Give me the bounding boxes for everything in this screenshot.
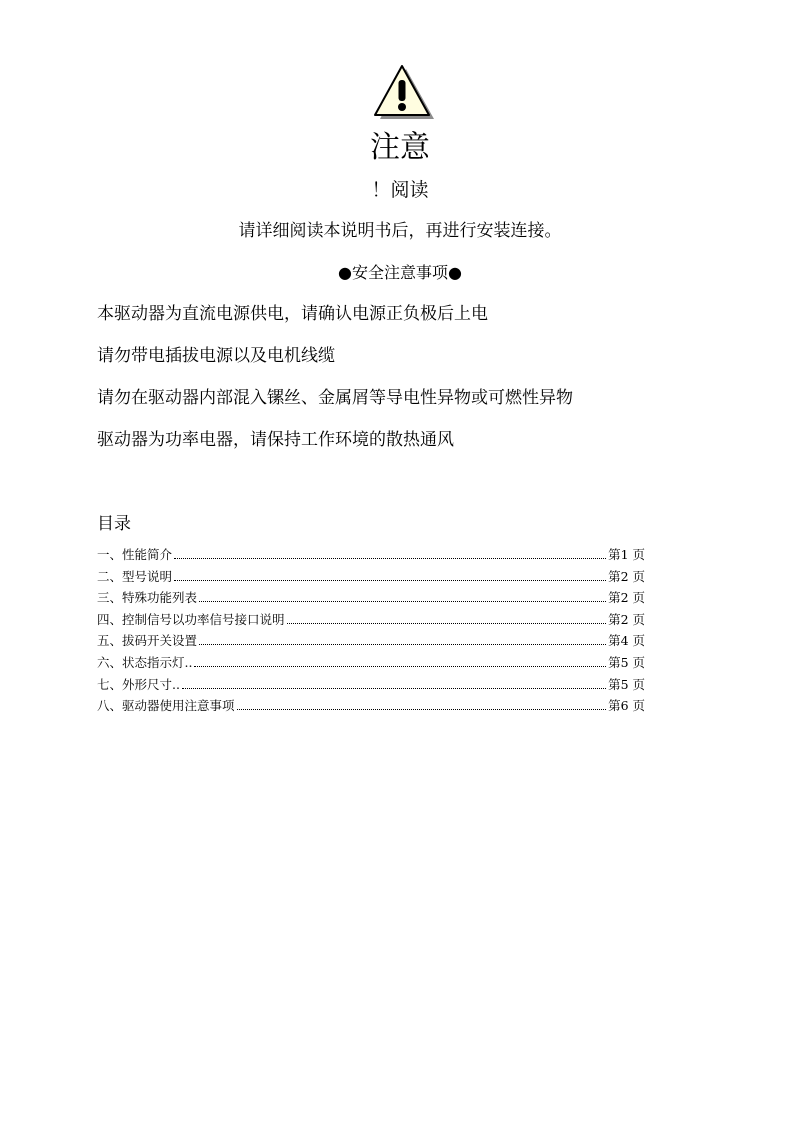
- toc-entry-page: 第5 页: [608, 654, 645, 670]
- toc-entry-page: 第2 页: [608, 568, 645, 584]
- toc-leader-dots: [194, 666, 606, 667]
- safety-notes-list: [97, 300, 573, 468]
- toc-heading: 目录: [97, 514, 131, 534]
- notice-title: 注意: [370, 130, 430, 165]
- toc-entry[interactable]: [97, 695, 645, 717]
- toc-leader-dots: [237, 709, 607, 710]
- toc-entry[interactable]: [97, 674, 645, 696]
- toc-entry-page: 第4 页: [608, 633, 645, 649]
- safety-note: 请勿在驱动器内部混入镙丝、金属屑等导电性异物或可燃性异物: [97, 388, 573, 408]
- toc-leader-dots: [287, 623, 607, 624]
- instruction-text: 请详细阅读本说明书后，再进行安装连接。: [238, 221, 562, 241]
- safety-note: 驱动器为功率电器，请保持工作环境的散热通风: [97, 430, 454, 450]
- toc-entry-title: 八、驱动器使用注意事项: [97, 698, 235, 714]
- toc-entry-title: 四、控制信号以功率信号接口说明: [97, 611, 285, 627]
- toc-entry-title: 一、性能简介: [97, 547, 173, 562]
- toc-leader-dots: [199, 601, 606, 602]
- toc-entry[interactable]: [97, 609, 645, 631]
- toc-leader-dots: [174, 558, 606, 559]
- toc-entry[interactable]: [97, 544, 645, 566]
- toc-entry[interactable]: [97, 630, 645, 652]
- toc-entry-title: 五、拔码开关设置: [97, 633, 198, 649]
- toc-entry-page: 第1 页: [608, 547, 645, 562]
- safety-note: 本驱动器为直流电源供电，请确认电源正负极后上电: [97, 304, 488, 324]
- toc-leader-dots: [174, 580, 606, 581]
- safety-heading: ●安全注意事项●: [338, 263, 462, 282]
- toc-entry-page: 第5 页: [608, 676, 645, 692]
- toc-entry[interactable]: [97, 587, 645, 609]
- toc-entry-page: 第2 页: [608, 611, 645, 627]
- toc-entry-page: 第2 页: [608, 590, 645, 606]
- toc-entry-title: 六、状态指示灯..: [97, 654, 193, 670]
- toc-entry[interactable]: [97, 652, 645, 674]
- toc-leader-dots: [199, 644, 606, 645]
- toc-entry-title: 七、外形尺寸..: [97, 676, 180, 692]
- warning-triangle-icon: [371, 64, 437, 122]
- toc-entry[interactable]: [97, 566, 645, 588]
- toc-entry-page: 第6 页: [608, 698, 645, 714]
- toc-leader-dots: [182, 688, 606, 689]
- toc-entry-title: 三、特殊功能列表: [97, 590, 198, 606]
- toc-entry-title: 二、型号说明: [97, 568, 173, 584]
- read-notice: ！阅读: [371, 179, 429, 201]
- table-of-contents: [97, 544, 645, 717]
- safety-note: 请勿带电插拔电源以及电机线缆: [97, 346, 335, 366]
